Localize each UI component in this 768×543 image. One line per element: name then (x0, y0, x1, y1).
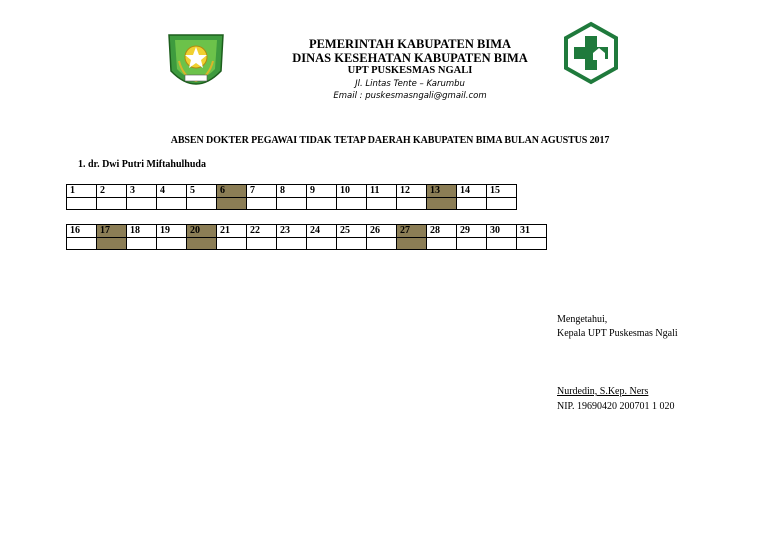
header-email: Email : puskesmasngali@gmail.com (333, 91, 487, 101)
signature-position: Kepala UPT Puskesmas Ngali (557, 328, 678, 339)
day-cell-18: 18 (127, 225, 157, 238)
header-unit: UPT PUSKESMAS NGALI (347, 65, 473, 76)
attendance-mark-16 (67, 238, 97, 250)
day-cell-28: 28 (427, 225, 457, 238)
attendance-mark-13 (427, 198, 457, 210)
day-cell-25: 25 (337, 225, 367, 238)
day-cell-1: 1 (67, 185, 97, 198)
day-cell-16: 16 (67, 225, 97, 238)
day-cell-22: 22 (247, 225, 277, 238)
day-cell-15: 15 (487, 185, 517, 198)
attendance-mark-14 (457, 198, 487, 210)
attendance-mark-19 (157, 238, 187, 250)
document-title: ABSEN DOKTER PEGAWAI TIDAK TETAP DAERAH KABUPATEN BIMA BULAN AGUSTUS 2017 (170, 135, 610, 146)
attendance-mark-29 (457, 238, 487, 250)
kabupaten-bima-logo (165, 31, 227, 100)
signature-label: Mengetahui, (557, 314, 608, 325)
attendance-mark-12 (397, 198, 427, 210)
day-cell-24: 24 (307, 225, 337, 238)
attendance-mark-1 (67, 198, 97, 210)
header-address: Jl. Lintas Tente – Karumbu (355, 79, 465, 89)
attendance-table-1 (66, 184, 517, 210)
day-cell-20: 20 (187, 225, 217, 238)
attendance-mark-2 (97, 198, 127, 210)
day-cell-10: 10 (337, 185, 367, 198)
day-cell-6: 6 (217, 185, 247, 198)
day-cell-29: 29 (457, 225, 487, 238)
header-government: PEMERINTAH KABUPATEN BIMA (308, 37, 512, 51)
attendance-mark-28 (427, 238, 457, 250)
day-cell-21: 21 (217, 225, 247, 238)
day-cell-12: 12 (397, 185, 427, 198)
attendance-mark-11 (367, 198, 397, 210)
day-cell-26: 26 (367, 225, 397, 238)
attendance-mark-4 (157, 198, 187, 210)
attendance-mark-10 (337, 198, 367, 210)
day-cell-30: 30 (487, 225, 517, 238)
attendance-mark-20 (187, 238, 217, 250)
attendance-mark-17 (97, 238, 127, 250)
attendance-mark-18 (127, 238, 157, 250)
attendance-mark-15 (487, 198, 517, 210)
day-cell-19: 19 (157, 225, 187, 238)
day-cell-14: 14 (457, 185, 487, 198)
day-cell-11: 11 (367, 185, 397, 198)
day-cell-3: 3 (127, 185, 157, 198)
header-agency: DINAS KESEHATAN KABUPATEN BIMA (292, 51, 528, 65)
attendance-table-2 (66, 224, 547, 250)
attendance-mark-5 (187, 198, 217, 210)
attendance-mark-7 (247, 198, 277, 210)
day-cell-9: 9 (307, 185, 337, 198)
day-cell-8: 8 (277, 185, 307, 198)
day-cell-5: 5 (187, 185, 217, 198)
signature-name: Nurdedin, S.Kep. Ners (557, 386, 649, 397)
attendance-mark-27 (397, 238, 427, 250)
attendance-mark-26 (367, 238, 397, 250)
attendance-mark-22 (247, 238, 277, 250)
attendance-mark-30 (487, 238, 517, 250)
attendance-mark-31 (517, 238, 547, 250)
signature-nip: NIP. 19690420 200701 1 020 (557, 401, 675, 412)
day-cell-2: 2 (97, 185, 127, 198)
attendance-mark-25 (337, 238, 367, 250)
day-cell-17: 17 (97, 225, 127, 238)
doctor-name: 1. dr. Dwi Putri Miftahulhuda (78, 159, 206, 170)
day-cell-7: 7 (247, 185, 277, 198)
kabupaten-emblem-icon (165, 31, 227, 95)
day-cell-13: 13 (427, 185, 457, 198)
day-cell-4: 4 (157, 185, 187, 198)
attendance-mark-23 (277, 238, 307, 250)
attendance-mark-9 (307, 198, 337, 210)
attendance-mark-6 (217, 198, 247, 210)
attendance-mark-21 (217, 238, 247, 250)
day-cell-31: 31 (517, 225, 547, 238)
day-cell-27: 27 (397, 225, 427, 238)
day-cell-23: 23 (277, 225, 307, 238)
attendance-mark-8 (277, 198, 307, 210)
attendance-mark-24 (307, 238, 337, 250)
attendance-mark-3 (127, 198, 157, 210)
